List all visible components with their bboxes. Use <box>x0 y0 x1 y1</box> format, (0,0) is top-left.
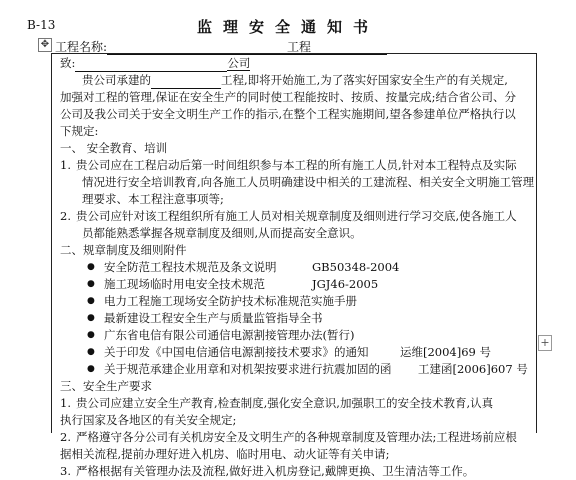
intro-line: 贵公司承建的 工程,即将开始施工,为了落实好国家安全生产的有关规定, <box>82 73 508 87</box>
list-item: 3. 严格根据有关管理办法及流程,做好进入机房登记,戴牌更换、卫生清洁等工作。 <box>60 464 475 478</box>
list-item: ● 关于印发《中国电信通信电源割接技术要求》的通知 运维[2004]69 号 <box>60 344 530 361</box>
list-item: 1. 贵公司应在工程启动后第一时间组织参与本工程的所有施工人员,针对本工程特点及实际 情况进行安全培训教育,向各施工人员明确建设中相关的工建流程、相关安全文明施工管理 理要求、本工程注意事项等; <box>60 158 535 206</box>
project-name-label: 工程名称: <box>55 40 108 54</box>
to-label: 致: <box>60 56 76 70</box>
notice-body <box>60 55 535 480</box>
regulation-list <box>60 259 530 378</box>
intro-line: 下规定: <box>60 124 99 138</box>
section-heading: 二、规章制度及细则附件 <box>60 243 187 257</box>
list-item: 2. 贵公司应针对该工程组织所有施工人员对相关规章制度及细则进行学习交底,使各施工人 员都能熟悉掌握各规章制度及细则,从而提高安全意识。 <box>60 209 517 240</box>
intro-line: 加强对工程的管理,保证在安全生产的同时使工程能按时、按质、按量完成;结合省公司、分 <box>60 90 517 104</box>
form-code: B-13 <box>27 18 56 32</box>
list-item: ● 关于规范承建企业用章和对机架按要求进行抗震加固的函 工建函[2006]607 号 <box>60 361 530 378</box>
add-row-icon[interactable]: + <box>538 335 552 351</box>
list-item: ● 电力工程施工现场安全防护技术标准规范实施手册 <box>60 293 530 310</box>
section-heading: 一、 安全教育、培训 <box>60 141 168 155</box>
to-line <box>60 55 530 72</box>
list-item: ● 广东省电信有限公司通信电源割接管理办法(暂行) <box>60 327 530 344</box>
to-suffix: 公司 <box>227 56 251 70</box>
intro-line: 公司及我公司关于安全文明生产工作的指示,在整个工程实施期间,望各参建单位严格执行以 <box>60 107 516 121</box>
list-item: ● 施工现场临时用电安全技术规范 JGJ46-2005 <box>60 276 530 293</box>
section-heading: 三、安全生产要求 <box>60 379 152 393</box>
page-title: 监理安全通知书 <box>196 18 379 36</box>
table-move-handle-icon[interactable]: ✥ <box>38 38 52 52</box>
list-item: ● 安全防范工程技术规范及条文说明 GB50348-2004 <box>60 259 530 276</box>
list-item: ● 最新建设工程安全生产与质量监管指导全书 <box>60 310 530 327</box>
list-item: 2. 严格遵守各分公司有关机房安全及文明生产的各种规章制度及管理办法;工程进场前应根 据相关流程,提前办理好进入机房、临时用电、动火证等有关申请; <box>60 430 517 461</box>
project-blank-field[interactable] <box>151 75 221 89</box>
project-name-suffix: 工程 <box>287 40 312 54</box>
to-company-field[interactable] <box>75 58 227 72</box>
list-item: 1. 贵公司应建立安全生产教育,检查制度,强化安全意识,加强职工的安全技术教育,认真 执行国家及各地区的有关安全规定; <box>60 396 494 427</box>
